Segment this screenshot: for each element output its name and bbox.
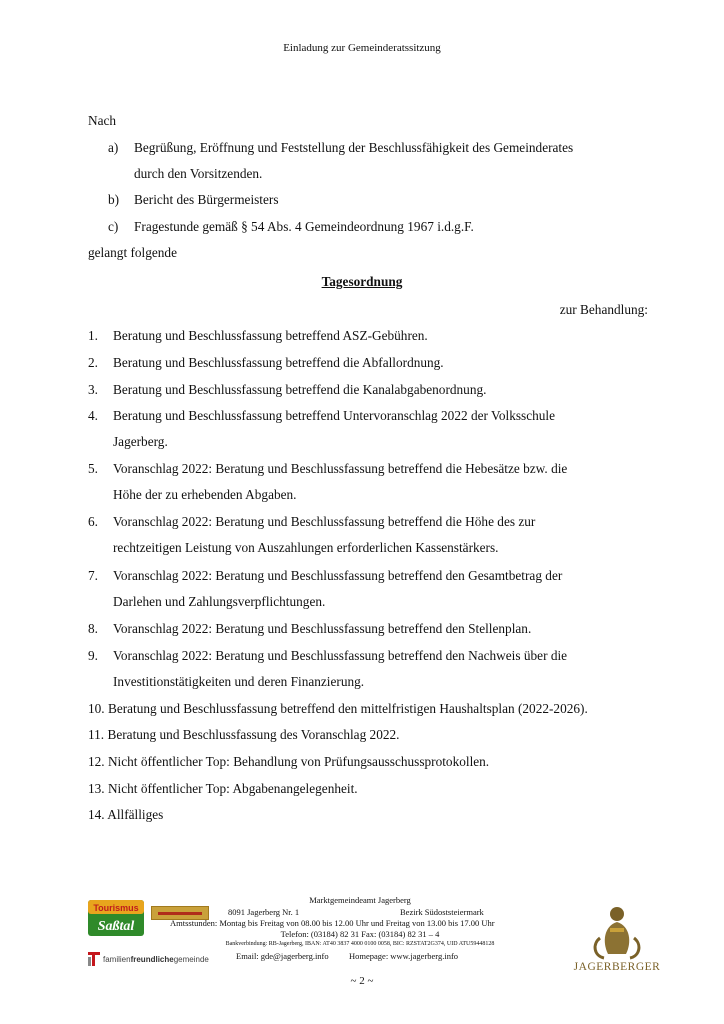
footer-hours: Amtsstunden: Montag bis Freitag von 08.00 bis 12.00 Uhr und Freitag von 13.00 bis 17.00 Uhr xyxy=(170,918,495,928)
agenda-item-number: 7. xyxy=(88,568,98,583)
letterhead-footer xyxy=(0,878,724,1024)
family-logo-suffix: gemeinde xyxy=(173,954,209,964)
jagerberger-wordmark: JAGERBERGER xyxy=(573,961,661,973)
agenda-item-text: Voranschlag 2022: Beratung und Beschlussfassung betreffend die Höhe des zur xyxy=(113,514,536,529)
intro-nach: Nach xyxy=(88,113,117,128)
agenda-item-number: 2. xyxy=(88,355,98,370)
footer-bank: Bankverbindung: RB-Jagerberg, IBAN: AT40 3837 4000 0100 0058, BIC: RZSTAT2G374, UID ATU59448128 xyxy=(225,941,495,947)
footer-office: Marktgemeindeamt Jagerberg xyxy=(309,895,411,905)
footer-district: Bezirk Südoststeiermark xyxy=(400,907,484,917)
sub-item-label: a) xyxy=(108,140,119,155)
sub-item-text: Begrüßung, Eröffnung und Feststellung der Beschlussfähigkeit des Gemeinderates xyxy=(134,140,574,155)
agenda-item-text: Beratung und Beschlussfassung betreffend Untervoranschlag 2022 der Volksschule xyxy=(113,408,556,423)
agenda-item-line xyxy=(88,807,163,823)
footer-phone: Telefon: (03184) 82 31 Fax: (03184) 82 31 – 4 xyxy=(280,929,440,939)
agenda-item-number: 12. xyxy=(88,754,105,769)
family-logo-bold: freundliche xyxy=(130,954,174,964)
agenda-item-line xyxy=(88,701,588,717)
agenda-item-line xyxy=(88,754,489,770)
agenda-item-text: Voranschlag 2022: Beratung und Beschlussfassung betreffend den Stellenplan. xyxy=(113,621,532,636)
agenda-item-number: 5. xyxy=(88,461,98,476)
agenda-item-continuation: Darlehen und Zahlungsverpflichtungen. xyxy=(113,594,326,609)
agenda-item-text: Beratung und Beschlussfassung betreffend die Abfallordnung. xyxy=(113,355,444,370)
tourismus-logo-bottom-text: Saßtal xyxy=(97,919,135,934)
sub-item-text: Bericht des Bürgermeisters xyxy=(134,192,279,207)
agenda-item-text: Beratung und Beschlussfassung betreffend den mittelfristigen Haushaltsplan (2022-2026). xyxy=(107,701,588,716)
agenda-item-number: 14. xyxy=(88,807,105,822)
footer-address: 8091 Jagerberg Nr. 1 xyxy=(228,907,300,917)
footer-email: Email: gde@jagerberg.info xyxy=(236,951,329,961)
agenda-item-text: Voranschlag 2022: Beratung und Beschlussfassung betreffend die Hebesätze bzw. die xyxy=(113,461,568,476)
page-number: ~ 2 ~ xyxy=(350,975,374,987)
sub-item-continuation: durch den Vorsitzenden. xyxy=(134,166,263,181)
agenda-item-text: Nicht öffentlicher Top: Abgabenangelegenheit. xyxy=(107,781,358,796)
sub-item-label: c) xyxy=(108,219,119,234)
agenda-item-number: 6. xyxy=(88,514,98,529)
agenda-item-number: 11. xyxy=(88,727,105,742)
tourismus-logo xyxy=(88,900,144,936)
agenda-item-text: Beratung und Beschlussfassung des Voranschlag 2022. xyxy=(107,727,400,742)
tourismus-logo-top-text: Tourismus xyxy=(93,903,139,913)
agenda-item-continuation: Höhe der zu erhebenden Abgaben. xyxy=(113,487,297,502)
agenda-item-text: Voranschlag 2022: Beratung und Beschlussfassung betreffend den Gesamtbetrag der xyxy=(113,568,563,583)
agenda-item-number: 3. xyxy=(88,382,98,397)
document-header: Einladung zur Gemeinderatssitzung xyxy=(283,42,441,54)
agenda-item-number: 8. xyxy=(88,621,98,636)
jagerberger-emblem-icon xyxy=(582,898,652,970)
agenda-item-number: 4. xyxy=(88,408,98,423)
agenda-item-continuation: Jagerberg. xyxy=(113,434,168,449)
family-logo-prefix: familien xyxy=(103,954,131,964)
agenda-item-continuation: Investitionstätigkeiten und deren Finanzierung. xyxy=(113,674,365,689)
agenda-item-number: 13. xyxy=(88,781,105,796)
familienfreundliche-gemeinde-logo xyxy=(88,952,209,966)
agenda-zur-behandlung: zur Behandlung: xyxy=(559,302,648,317)
footer-homepage: Homepage: www.jagerberg.info xyxy=(349,951,459,961)
agenda-item-line xyxy=(88,781,358,797)
intro-gelangt: gelangt folgende xyxy=(88,245,177,260)
sub-item-text: Fragestunde gemäß § 54 Abs. 4 Gemeindeordnung 1967 i.d.g.F. xyxy=(134,219,474,234)
agenda-item-text: Voranschlag 2022: Beratung und Beschlussfassung betreffend den Nachweis über die xyxy=(113,648,568,663)
agenda-item-number: 9. xyxy=(88,648,98,663)
agenda-item-line xyxy=(88,727,399,743)
agenda-item-continuation: rechtzeitigen Leistung von Auszahlungen erforderlichen Kassenstärkers. xyxy=(113,540,499,555)
sub-item-label: b) xyxy=(108,192,120,207)
agenda-item-text: Nicht öffentlicher Top: Behandlung von Prüfungsausschussprotokollen. xyxy=(107,754,490,769)
agenda-title: Tagesordnung xyxy=(321,274,403,289)
family-icon xyxy=(88,952,100,966)
agenda-item-number: 10. xyxy=(88,701,105,716)
agenda-item-text: Beratung und Beschlussfassung betreffend die Kanalabgabenordnung. xyxy=(113,382,487,397)
agenda-item-number: 1. xyxy=(88,328,98,343)
agenda-item-text: Allfälliges xyxy=(107,807,164,822)
agenda-item-text: Beratung und Beschlussfassung betreffend ASZ-Gebühren. xyxy=(113,328,428,343)
